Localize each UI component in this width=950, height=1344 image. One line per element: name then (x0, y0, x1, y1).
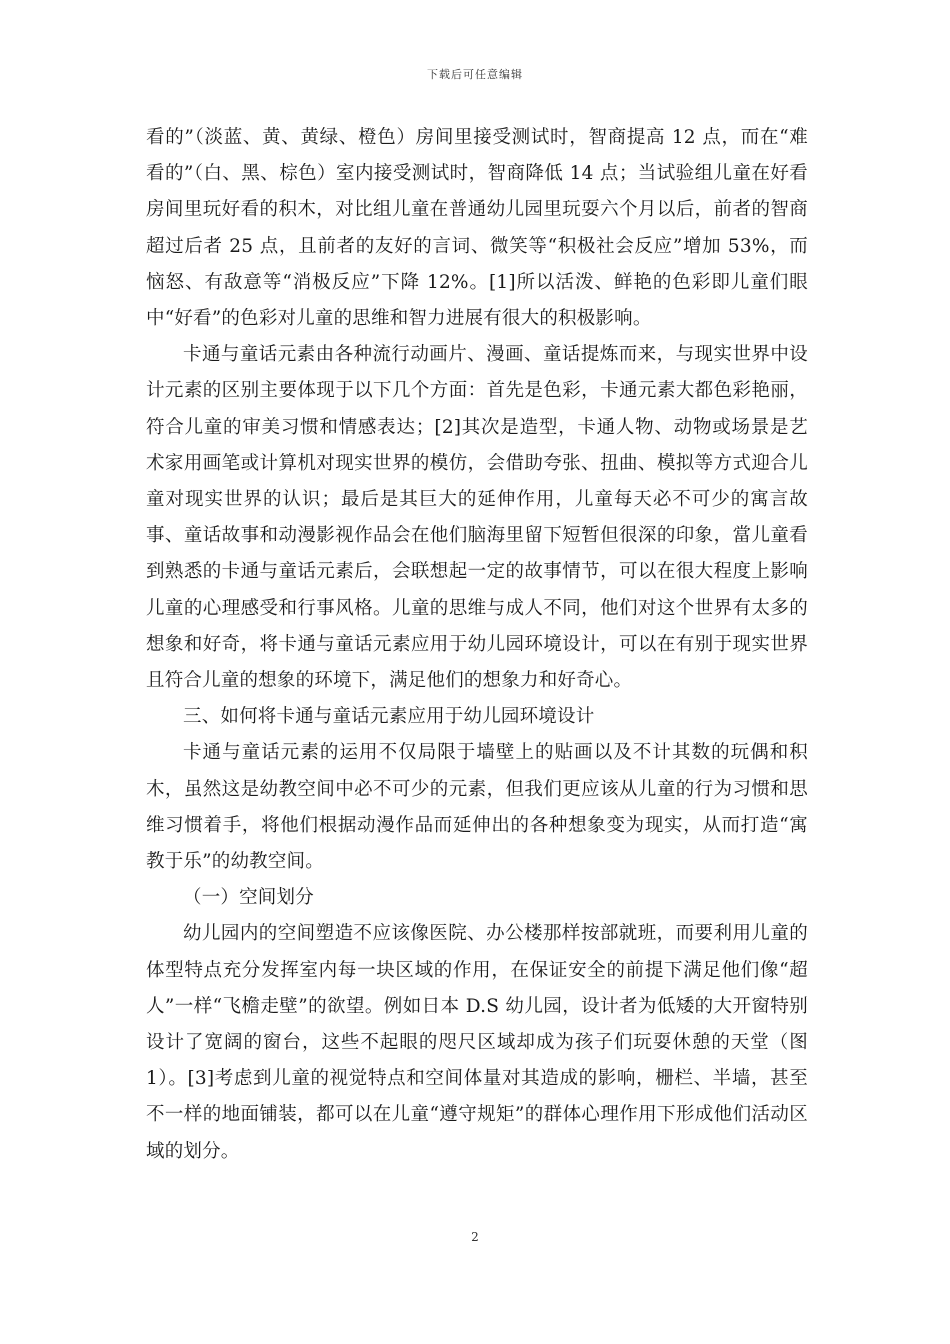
paragraph-application: 卡通与童话元素的运用不仅局限于墙壁上的贴画以及不计其数的玩偶和积木，虽然这是幼教空间中必不可少的元素，但我们更应该从儿童的行为习惯和思维习惯着手，将他们根据动漫作品而延伸出的各种想象变为现实，从而打造“寓教于乐”的幼教空间。 (146, 742, 808, 873)
paragraph-space-division: 幼儿园内的空间塑造不应该像医院、办公楼那样按部就班，而要利用儿童的体型特点充分发挥室内每一块区域的作用，在保证安全的前提下满足他们像“超人”一样“飞檐走壁”的欲望。例如日本 D.S 幼儿园，设计者为低矮的大开窗特别设计了宽阔的窗台，这些不起眼的咫尺区域却成为孩子们玩耍休憩的天堂（图 1）。[3]考虑到儿童的视觉特点和空间体量对其造成的影响，栅栏、半墙，甚至不一样的地面铺装，都可以在儿童“遵守规矩”的群体心理作用下形成他们活动区域的划分。 (146, 923, 808, 1162)
paragraph-cartoon-elements: 卡通与童话元素由各种流行动画片、漫画、童话提炼而来，与现实世界中设计元素的区别主要体现于以下几个方面：首先是色彩，卡通元素大都色彩艳丽，符合儿童的审美习惯和情感表达；[2]其次是造型，卡通人物、动物或场景是艺术家用画笔或计算机对现实世界的模仿，会借助夸张、扭曲、模拟等方式迎合儿童对现实世界的认识；最后是其巨大的延伸作用，儿童每天必不可少的寓言故事、童话故事和动漫影视作品会在他们脑海里留下短暂但很深的印象，當儿童看到熟悉的卡通与童话元素后，会联想起一定的故事情节，可以在很大程度上影响儿童的心理感受和行事风格。儿童的思维与成人不同，他们对这个世界有太多的想象和好奇，将卡通与童话元素应用于幼儿园环境设计，可以在有别于现实世界且符合儿童的想象的环境下，满足他们的想象力和好奇心。 (146, 344, 808, 692)
subsection-heading: （一）空间划分 (183, 887, 314, 909)
section-heading: 三、如何将卡通与童话元素应用于幼儿园环境设计 (183, 706, 595, 728)
document-body (146, 120, 808, 1170)
paragraph-color-effect: 看的”（淡蓝、黄、黄绿、橙色）房间里接受测试时，智商提高 12 点，而在“难看的”（白、黑、棕色）室内接受测试时，智商降低 14 点；当试验组儿童在好看房间里玩好看的积木，对比组儿童在普通幼儿园里玩耍六个月以后，前者的智商超过后者 25 点，且前者的友好的言词、微笑等“积极社会反应”增加 53%，而恼怒、有敌意等“消极反应”下降 12%。[1]所以活泼、鲜艳的色彩即儿童们眼中“好看”的色彩对儿童的思维和智力进展有很大的积极影响。 (146, 127, 808, 330)
page-number: 2 (471, 1230, 479, 1244)
page-header: 下载后可任意编辑 (427, 68, 523, 81)
